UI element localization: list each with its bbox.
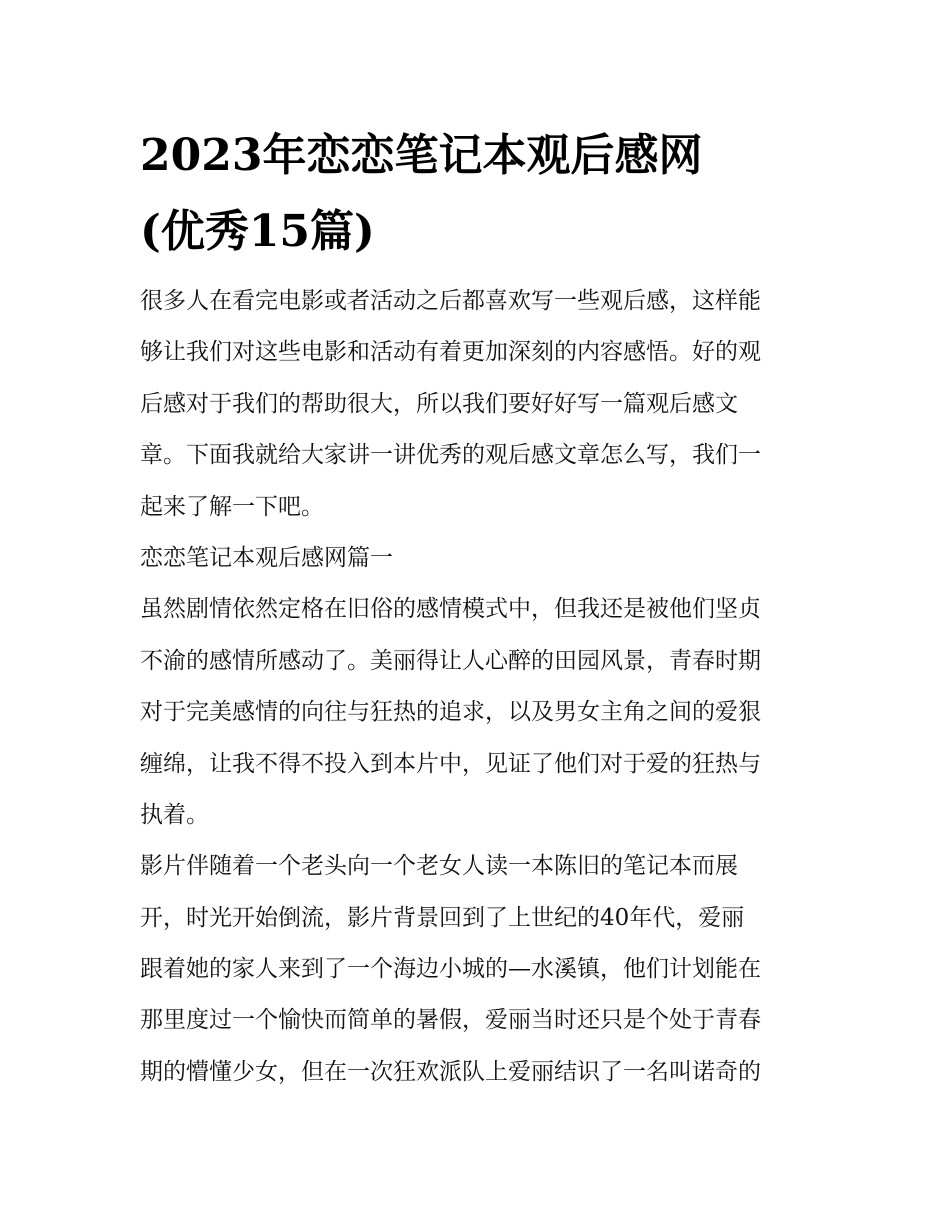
body-line: 影片伴随着一个老头向一个老女人读一本陈旧的笔记本而展 <box>140 853 738 880</box>
body-line: 后感对于我们的帮助很大，所以我们要好好写一篇观后感文 <box>140 390 738 417</box>
body-line: 章。下面我就给大家讲一讲优秀的观后感文章怎么写，我们一 <box>140 442 761 469</box>
body-line: 执着。 <box>140 801 209 828</box>
body-line: 那里度过一个愉快而简单的暑假，爱丽当时还只是个处于青春 <box>140 1007 761 1034</box>
body-line: 够让我们对这些电影和活动有着更加深刻的内容感悟。好的观 <box>140 339 761 366</box>
body-line: 对于完美感情的向往与狂热的追求，以及男女主角之间的爱狠 <box>140 699 761 726</box>
body-line: 不渝的感情所感动了。美丽得让人心醉的田园风景，青春时期 <box>140 647 761 674</box>
body-line: 开，时光开始倒流，影片背景回到了上世纪的40年代，爱丽 <box>140 904 745 931</box>
document-body <box>140 276 820 1098</box>
document-title <box>140 118 820 270</box>
body-line: 缠绵，让我不得不投入到本片中，见证了他们对于爱的狂热与 <box>140 750 761 777</box>
body-line: 起来了解一下吧。 <box>140 493 324 520</box>
body-line: 虽然剧情依然定格在旧俗的感情模式中，但我还是被他们坚贞 <box>140 596 761 623</box>
section-heading: 恋恋笔记本观后感网篇一 <box>140 544 393 571</box>
title-line: 2023年恋恋笔记本观后感网 <box>140 130 703 181</box>
body-line: 期的懵懂少女，但在一次狂欢派队上爱丽结识了一名叫诺奇的 <box>140 1058 761 1085</box>
title-line: (优秀15篇) <box>140 206 375 257</box>
body-line: 很多人在看完电影或者活动之后都喜欢写一些观后感，这样能 <box>140 288 761 314</box>
body-line: 跟着她的家人来到了一个海边小城的—水溪镇，他们计划能在 <box>140 956 761 983</box>
